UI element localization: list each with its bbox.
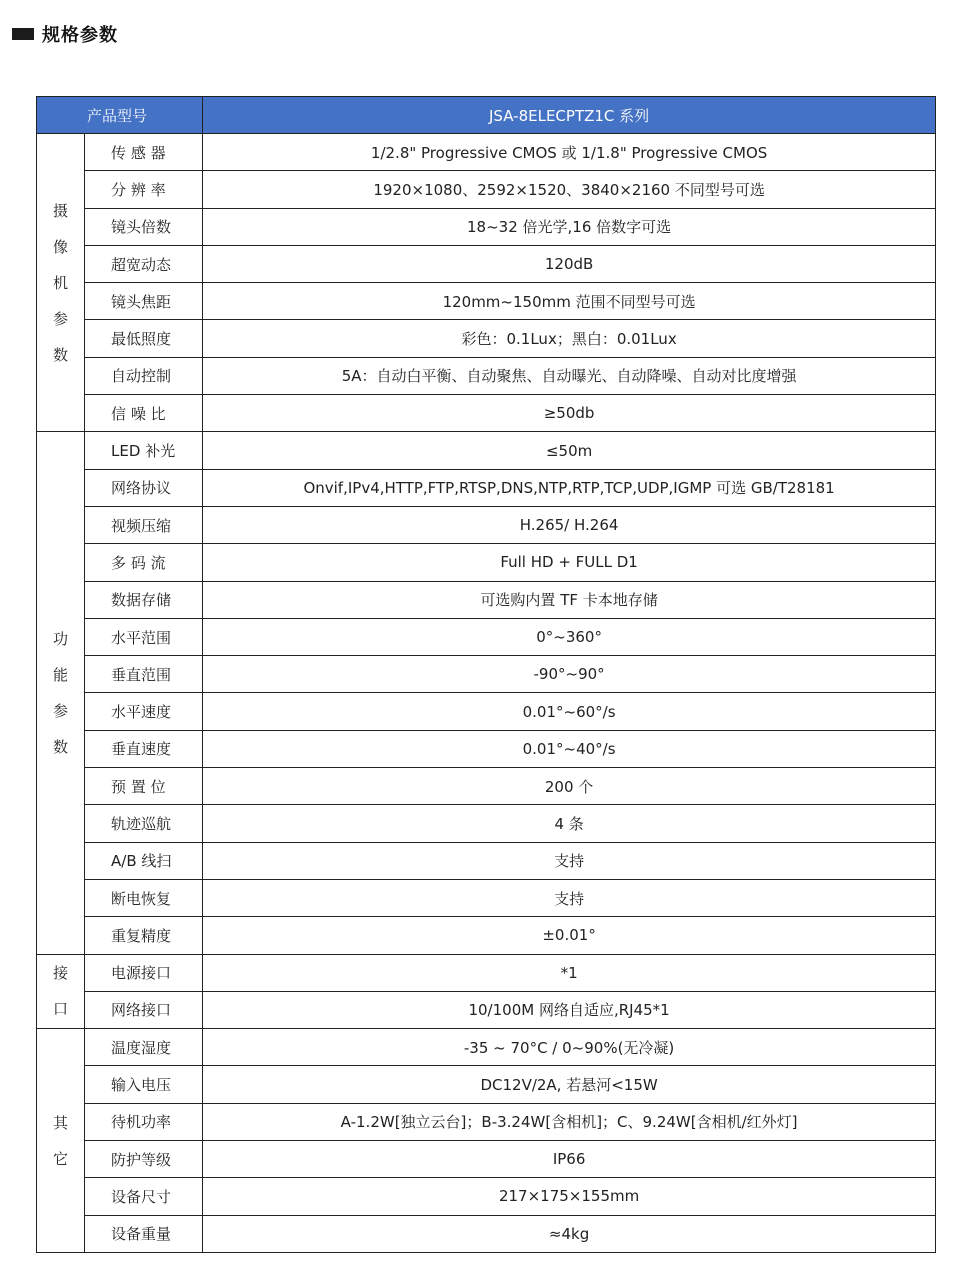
spec-label: 电源接口 <box>85 954 203 991</box>
spec-value: 217×175×155mm <box>203 1178 936 1215</box>
spec-value: IP66 <box>203 1141 936 1178</box>
spec-value: Full HD + FULL D1 <box>203 544 936 581</box>
table-header-row <box>37 97 936 134</box>
spec-value: 支持 <box>203 879 936 916</box>
spec-label: 设备尺寸 <box>85 1178 203 1215</box>
group-label <box>37 954 85 1029</box>
spec-label: 水平范围 <box>85 618 203 655</box>
table-row <box>37 730 936 767</box>
table-row <box>37 1066 936 1103</box>
header-label: 产品型号 <box>37 97 203 134</box>
table-row <box>37 171 936 208</box>
spec-label: 轨迹巡航 <box>85 805 203 842</box>
section-marker <box>12 28 34 40</box>
table-row <box>37 320 936 357</box>
table-row <box>37 245 936 282</box>
spec-value: -90°~90° <box>203 656 936 693</box>
spec-label: 防护等级 <box>85 1141 203 1178</box>
table-row <box>37 991 936 1028</box>
spec-label: 镜头倍数 <box>85 208 203 245</box>
group-label-char: 接 <box>53 964 69 983</box>
group-label-char: 数 <box>53 345 69 364</box>
group-label-char: 参 <box>53 701 69 720</box>
spec-value: 彩色：0.1Lux；黑白：0.01Lux <box>203 320 936 357</box>
spec-label: 多 码 流 <box>85 544 203 581</box>
spec-label: 镜头焦距 <box>85 283 203 320</box>
spec-label: 重复精度 <box>85 917 203 954</box>
spec-value: 10/100M 网络自适应,RJ45*1 <box>203 991 936 1028</box>
table-row <box>37 842 936 879</box>
group-label <box>37 1029 85 1253</box>
group-label-char: 能 <box>53 665 69 684</box>
table-row <box>37 432 936 469</box>
spec-value: ≥50db <box>203 395 936 432</box>
spec-label: 设备重量 <box>85 1215 203 1252</box>
table-row <box>37 693 936 730</box>
spec-label: 网络协议 <box>85 469 203 506</box>
table-row <box>37 1141 936 1178</box>
spec-label: 预 置 位 <box>85 768 203 805</box>
table-row <box>37 879 936 916</box>
table-row <box>37 134 936 171</box>
spec-value: -35 ~ 70°C / 0~90%(无冷凝) <box>203 1029 936 1066</box>
spec-label: 分 辨 率 <box>85 171 203 208</box>
spec-label: 视频压缩 <box>85 506 203 543</box>
spec-value: 0°~360° <box>203 618 936 655</box>
table-row <box>37 506 936 543</box>
table-row <box>37 544 936 581</box>
table-row <box>37 1029 936 1066</box>
spec-label: 断电恢复 <box>85 879 203 916</box>
spec-label: 温度湿度 <box>85 1029 203 1066</box>
spec-label: 数据存储 <box>85 581 203 618</box>
spec-label: 超宽动态 <box>85 245 203 282</box>
spec-label: 水平速度 <box>85 693 203 730</box>
group-label-char: 像 <box>53 237 69 256</box>
section-title: 规格参数 <box>42 25 118 46</box>
spec-value: ≈4kg <box>203 1215 936 1252</box>
spec-label: 输入电压 <box>85 1066 203 1103</box>
header-value: JSA-8ELECPTZ1C 系列 <box>203 97 936 134</box>
table-row <box>37 1178 936 1215</box>
spec-value: 可选购内置 TF 卡本地存储 <box>203 581 936 618</box>
spec-label: 垂直范围 <box>85 656 203 693</box>
spec-value: 4 条 <box>203 805 936 842</box>
spec-value: Onvif,IPv4,HTTP,FTP,RTSP,DNS,NTP,RTP,TCP,UDP,IGMP 可选 GB/T28181 <box>203 469 936 506</box>
spec-label: LED 补光 <box>85 432 203 469</box>
spec-value: 200 个 <box>203 768 936 805</box>
spec-label: 自动控制 <box>85 357 203 394</box>
table-row <box>37 954 936 991</box>
table-row <box>37 805 936 842</box>
group-label-char: 它 <box>53 1149 69 1168</box>
spec-value: 120mm~150mm 范围不同型号可选 <box>203 283 936 320</box>
table-row <box>37 1103 936 1140</box>
spec-value: 0.01°~40°/s <box>203 730 936 767</box>
group-label-char: 机 <box>53 273 69 292</box>
group-label-char: 参 <box>53 309 69 328</box>
spec-value: DC12V/2A, 若悬河<15W <box>203 1066 936 1103</box>
group-label-char: 数 <box>53 737 69 756</box>
group-label-char: 功 <box>53 629 69 648</box>
table-row <box>37 283 936 320</box>
spec-value: 18~32 倍光学,16 倍数字可选 <box>203 208 936 245</box>
spec-label: 最低照度 <box>85 320 203 357</box>
table-row <box>37 395 936 432</box>
table-row <box>37 1215 936 1252</box>
table-row <box>37 208 936 245</box>
spec-label: 垂直速度 <box>85 730 203 767</box>
spec-label: A/B 线扫 <box>85 842 203 879</box>
spec-value: 0.01°~60°/s <box>203 693 936 730</box>
spec-table <box>36 96 936 1253</box>
group-label-char: 摄 <box>53 201 69 220</box>
table-row <box>37 469 936 506</box>
spec-value: ±0.01° <box>203 917 936 954</box>
spec-table-body <box>37 134 936 1253</box>
spec-label: 待机功率 <box>85 1103 203 1140</box>
table-row <box>37 656 936 693</box>
table-row <box>37 581 936 618</box>
spec-value: A-1.2W[独立云台]；B-3.24W[含相机]；C、9.24W[含相机/红外灯] <box>203 1103 936 1140</box>
spec-value: 1920×1080、2592×1520、3840×2160 不同型号可选 <box>203 171 936 208</box>
spec-label: 信 噪 比 <box>85 395 203 432</box>
table-row <box>37 768 936 805</box>
spec-value: ≤50m <box>203 432 936 469</box>
spec-value: H.265/ H.264 <box>203 506 936 543</box>
table-row <box>37 357 936 394</box>
section-header <box>12 22 118 46</box>
group-label-char: 口 <box>53 1000 69 1019</box>
table-row <box>37 618 936 655</box>
spec-value: 5A：自动白平衡、自动聚焦、自动曝光、自动降噪、自动对比度增强 <box>203 357 936 394</box>
spec-value: 120dB <box>203 245 936 282</box>
spec-value: 1/2.8" Progressive CMOS 或 1/1.8" Progressive CMOS <box>203 134 936 171</box>
spec-value: *1 <box>203 954 936 991</box>
group-label <box>37 134 85 432</box>
group-label-char: 其 <box>53 1113 69 1132</box>
group-label <box>37 432 85 954</box>
spec-value: 支持 <box>203 842 936 879</box>
spec-label: 网络接口 <box>85 991 203 1028</box>
table-row <box>37 917 936 954</box>
spec-label: 传 感 器 <box>85 134 203 171</box>
